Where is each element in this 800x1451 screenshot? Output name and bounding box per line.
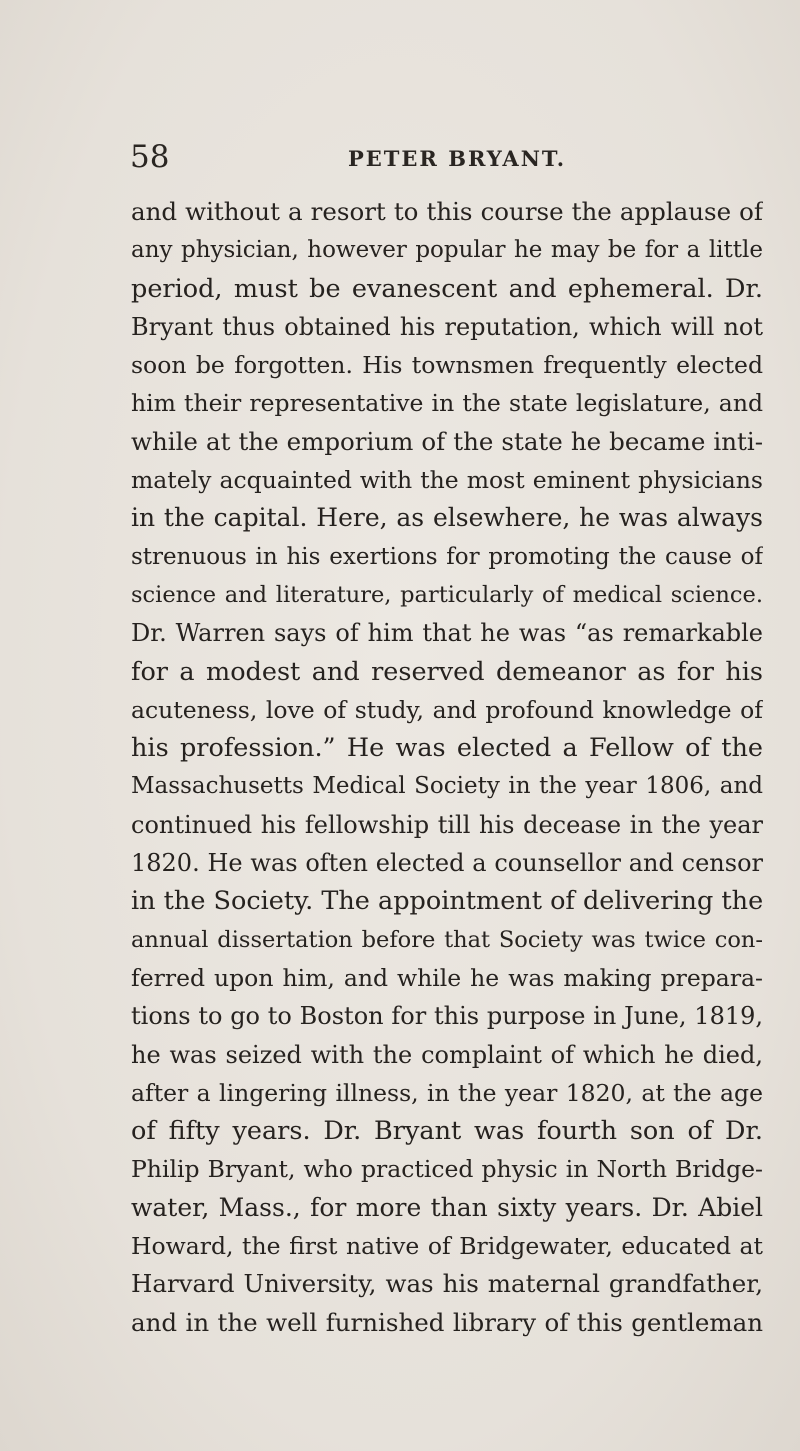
text-line: Howard, the first native of Bridgewater, educated at: [131, 1232, 763, 1261]
text-line: in the Society. The appointment of delivering the: [131, 886, 763, 917]
text-line: Massachusetts Medical Society in the year 1806, and: [131, 773, 763, 800]
text-line: he was seized with the complaint of which he died,: [131, 1040, 763, 1069]
text-line: strenuous in his exertions for promoting the cause of: [131, 543, 763, 570]
text-line: ferred upon him, and while he was making prepara-: [131, 963, 763, 992]
text-line: Harvard University, was his maternal grandfather,: [131, 1269, 763, 1299]
text-line: and in the well furnished library of this gentleman: [131, 1307, 763, 1337]
text-line: of fifty years. Dr. Bryant was fourth son of Dr.: [131, 1116, 763, 1147]
text-line: mately acquainted with the most eminent physicians: [131, 466, 763, 495]
text-line: period, must be evanescent and ephemeral. Dr.: [131, 273, 763, 304]
text-line: tions to go to Boston for this purpose in June, 1819,: [131, 1002, 763, 1031]
page-number: 58: [130, 139, 170, 175]
body-text: [131, 193, 763, 1342]
text-line: continued his fellowship till his decease in the year: [131, 810, 763, 839]
text-line: acuteness, love of study, and profound knowledge of: [131, 695, 763, 724]
text-line: Bryant thus obtained his reputation, which will not: [131, 312, 763, 341]
text-line: 1820. He was often elected a counsellor and censor: [131, 849, 763, 878]
text-line: water, Mass., for more than sixty years. Dr. Abiel: [131, 1192, 763, 1222]
running-head: [130, 137, 770, 177]
text-line: his profession.” He was elected a Fellow of the: [131, 733, 763, 764]
text-line: and without a resort to this course the applause of: [131, 197, 763, 226]
text-line: for a modest and reserved demeanor as for his: [131, 656, 763, 687]
text-line: soon be forgotten. His townsmen frequently elected: [131, 351, 763, 380]
running-title: PETER BRYANT.: [348, 146, 567, 171]
text-line: in the capital. Here, as elsewhere, he was always: [131, 503, 763, 533]
text-line: him their representative in the state legislature, and: [131, 389, 763, 418]
text-line: any physician, however popular he may be for a little: [131, 237, 763, 264]
text-line: Dr. Warren says of him that he was “as remarkable: [131, 619, 763, 648]
text-line: while at the emporium of the state he became inti-: [131, 426, 763, 456]
text-line: Philip Bryant, who practiced physic in North Bridge-: [131, 1155, 763, 1184]
text-line: annual dissertation before that Society was twice con-: [131, 926, 763, 953]
text-line: after a lingering illness, in the year 1820, at the age: [131, 1078, 763, 1107]
text-line: science and literature, particularly of medical science.: [131, 581, 763, 608]
